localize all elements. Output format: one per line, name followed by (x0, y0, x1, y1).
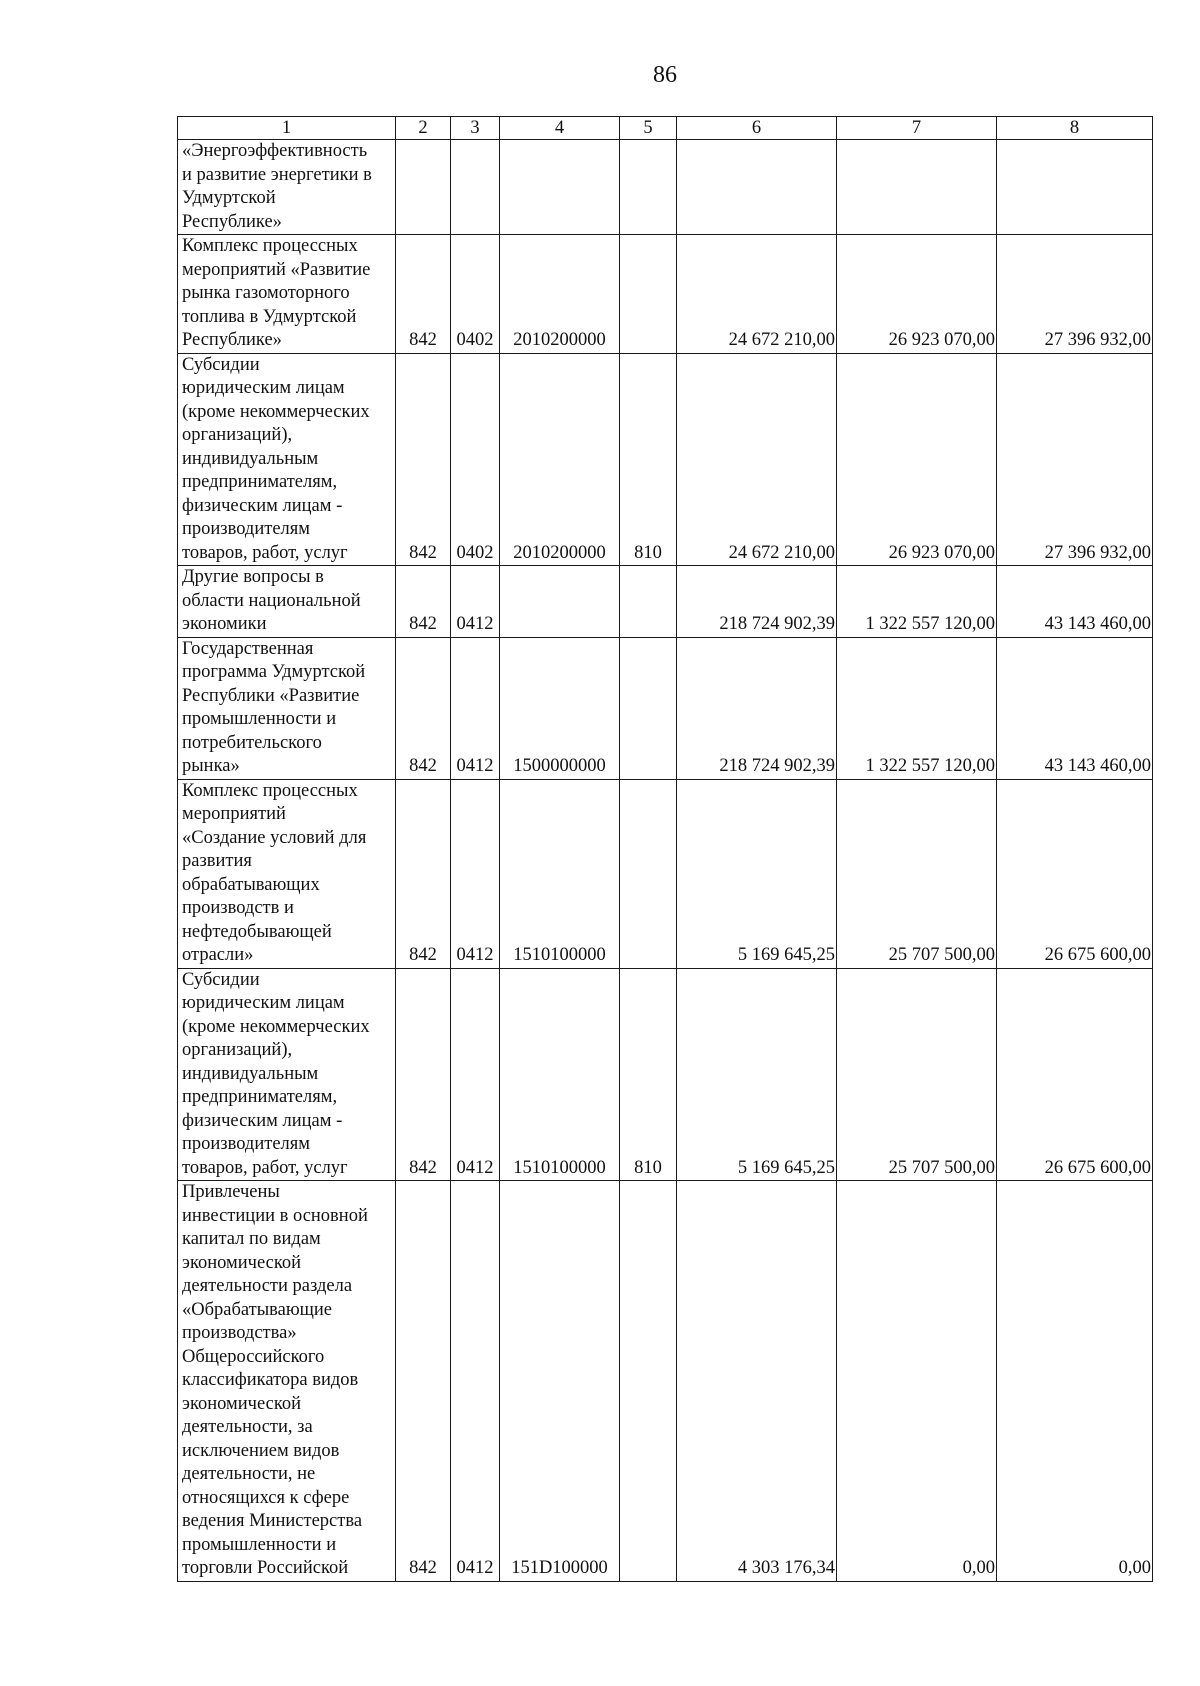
row-name-cell: Привлечены инвестиции в основной капитал по видам экономической деятельности раздела «Обрабатывающие производства» Общероссийского классификатора видов экономической деятельности, за исключением видов деятельности, не относящихся к сфере ведения Министерства промышленности и торговли Российской (178, 1181, 396, 1582)
grbs-code-cell: 842 (396, 779, 451, 968)
column-header: 4 (500, 117, 620, 140)
amount-year2-cell: 25 707 500,00 (837, 968, 997, 1181)
amount-year2-cell: 25 707 500,00 (837, 779, 997, 968)
target-article-cell: 1510100000 (500, 779, 620, 968)
section-code-cell (451, 140, 500, 235)
expense-type-cell (620, 1181, 677, 1582)
expense-type-cell (620, 566, 677, 638)
amount-year3-cell: 43 143 460,00 (997, 566, 1153, 638)
amount-year2-cell: 1 322 557 120,00 (837, 566, 997, 638)
budget-table (177, 116, 1153, 1582)
expense-type-cell (620, 637, 677, 779)
section-code-cell: 0412 (451, 779, 500, 968)
row-name-cell: Другие вопросы в области национальной экономики (178, 566, 396, 638)
grbs-code-cell: 842 (396, 1181, 451, 1582)
amount-year3-cell: 26 675 600,00 (997, 779, 1153, 968)
amount-year2-cell: 0,00 (837, 1181, 997, 1582)
column-header: 6 (677, 117, 837, 140)
row-name-cell: Комплекс процессных мероприятий «Создание условий для развития обрабатывающих производств и нефтедобывающей отрасли» (178, 779, 396, 968)
target-article-cell: 2010200000 (500, 235, 620, 354)
amount-year1-cell: 5 169 645,25 (677, 779, 837, 968)
expense-type-cell (620, 779, 677, 968)
amount-year1-cell: 24 672 210,00 (677, 353, 837, 566)
table-row (178, 968, 1153, 1181)
table-row (178, 566, 1153, 638)
amount-year1-cell: 4 303 176,34 (677, 1181, 837, 1582)
amount-year3-cell: 26 675 600,00 (997, 968, 1153, 1181)
column-header: 5 (620, 117, 677, 140)
amount-year3-cell: 27 396 932,00 (997, 235, 1153, 354)
row-name-cell: «Энергоэффективность и развитие энергетики в Удмуртской Республике» (178, 140, 396, 235)
amount-year2-cell: 26 923 070,00 (837, 353, 997, 566)
section-code-cell: 0412 (451, 968, 500, 1181)
table-row (178, 353, 1153, 566)
row-name-cell: Субсидии юридическим лицам (кроме некоммерческих организаций), индивидуальным предпринимателям, физическим лицам - производителям товаров, работ, услуг (178, 968, 396, 1181)
amount-year2-cell: 1 322 557 120,00 (837, 637, 997, 779)
table-row (178, 779, 1153, 968)
amount-year3-cell (997, 140, 1153, 235)
amount-year2-cell (837, 140, 997, 235)
row-name-cell: Государственная программа Удмуртской Республики «Развитие промышленности и потребительского рынка» (178, 637, 396, 779)
grbs-code-cell: 842 (396, 968, 451, 1181)
row-name-cell: Субсидии юридическим лицам (кроме некоммерческих организаций), индивидуальным предпринимателям, физическим лицам - производителям товаров, работ, услуг (178, 353, 396, 566)
target-article-cell (500, 566, 620, 638)
table-row (178, 1181, 1153, 1582)
target-article-cell: 2010200000 (500, 353, 620, 566)
grbs-code-cell: 842 (396, 637, 451, 779)
column-header: 7 (837, 117, 997, 140)
amount-year1-cell: 218 724 902,39 (677, 637, 837, 779)
table-row (178, 235, 1153, 354)
column-header: 1 (178, 117, 396, 140)
grbs-code-cell (396, 140, 451, 235)
amount-year2-cell: 26 923 070,00 (837, 235, 997, 354)
target-article-cell: 1510100000 (500, 968, 620, 1181)
row-name-cell: Комплекс процессных мероприятий «Развитие рынка газомоторного топлива в Удмуртской Республике» (178, 235, 396, 354)
column-header: 3 (451, 117, 500, 140)
section-code-cell: 0412 (451, 566, 500, 638)
section-code-cell: 0402 (451, 235, 500, 354)
section-code-cell: 0402 (451, 353, 500, 566)
amount-year3-cell: 0,00 (997, 1181, 1153, 1582)
section-code-cell: 0412 (451, 637, 500, 779)
amount-year3-cell: 27 396 932,00 (997, 353, 1153, 566)
amount-year1-cell: 24 672 210,00 (677, 235, 837, 354)
grbs-code-cell: 842 (396, 235, 451, 354)
column-header: 2 (396, 117, 451, 140)
section-code-cell: 0412 (451, 1181, 500, 1582)
grbs-code-cell: 842 (396, 353, 451, 566)
amount-year1-cell (677, 140, 837, 235)
expense-type-cell: 810 (620, 353, 677, 566)
amount-year1-cell: 218 724 902,39 (677, 566, 837, 638)
table-row (178, 140, 1153, 235)
column-header: 8 (997, 117, 1153, 140)
page-number: 86 (653, 62, 677, 88)
column-number-row (178, 117, 1153, 140)
table-row (178, 637, 1153, 779)
expense-type-cell: 810 (620, 968, 677, 1181)
grbs-code-cell: 842 (396, 566, 451, 638)
amount-year3-cell: 43 143 460,00 (997, 637, 1153, 779)
target-article-cell (500, 140, 620, 235)
amount-year1-cell: 5 169 645,25 (677, 968, 837, 1181)
target-article-cell: 1500000000 (500, 637, 620, 779)
target-article-cell: 151D100000 (500, 1181, 620, 1582)
expense-type-cell (620, 235, 677, 354)
expense-type-cell (620, 140, 677, 235)
